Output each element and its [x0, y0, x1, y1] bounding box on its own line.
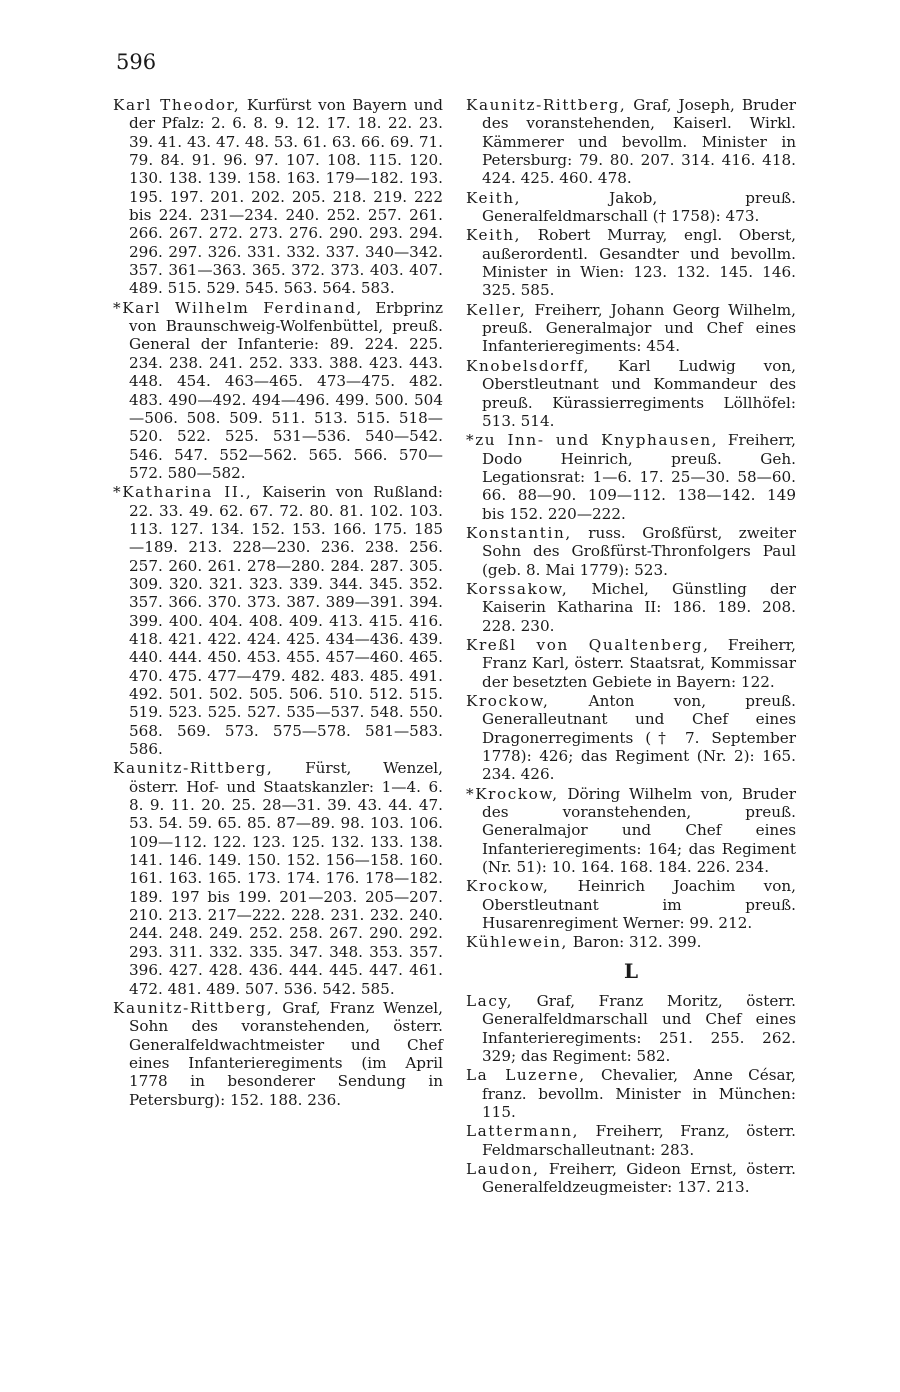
left-column	[113, 96, 443, 1110]
index-entry	[466, 1066, 796, 1121]
index-entry	[466, 636, 796, 691]
index-entry	[466, 524, 796, 579]
index-entry	[113, 759, 443, 997]
entry-text: Michel, Günstling der Kaiserin Katharina II: 186. 189. 208. 228. 230.	[482, 579, 796, 635]
entry-headword: *Krockow,	[466, 784, 559, 803]
entry-headword: Laudon,	[466, 1159, 540, 1178]
entry-text: Baron: 312. 399.	[567, 933, 702, 952]
entry-headword: Knobelsdorff,	[466, 356, 591, 375]
entry-text: Kurfürst von Bayern und der Pfalz: 2. 6. 8. 9. 12. 17. 18. 22. 23. 39. 41. 43. 47. 48. 53. 61. 63. 66. 69. 71. 79. 84. 91. 96. 97. 107. 108. 115. 120. 130. 138. 139. 158. 163. 179—182. 193. 195. 197. 201. 202. 205. 218. 219. 222 bis 224. 231—234. 240. 252. 257. 261. 266. 267. 272. 273. 276. 290. 293. 294. 296. 297. 326. 331. 332. 337. 340—342. 357. 361—363. 365. 372. 373. 403. 407. 489. 515. 529. 545. 563. 564. 583.	[129, 96, 443, 298]
entry-text: Fürst, Wenzel, österr. Hof- und Staatskanzler: 1—4. 6. 8. 9. 11. 20. 25. 28—31. 39. 43. 44. 47. 53. 54. 59. 65. 85. 87—89. 98. 103. 106. 109—112. 122. 123. 125. 132. 133. 138. 141. 146. 149. 150. 152. 156—158. 160. 161. 163. 165. 173. 174. 176. 178—182. 189. 197 bis 199. 201—203. 205—207. 210. 213. 217—222. 228. 231. 232. 240. 244. 248. 249. 252. 258. 267. 290. 292. 293. 311. 332. 335. 347. 348. 353. 357. 396. 427. 428. 436. 444. 445. 447. 461. 472. 481. 489. 507. 536. 542. 585.	[129, 759, 443, 998]
entry-headword: Keith,	[466, 226, 522, 245]
entry-text: Chevalier, Anne César, franz. bevollm. Minister in München: 115.	[482, 1066, 796, 1121]
index-entry	[466, 992, 796, 1065]
entry-text: Karl Ludwig von, Oberstleutnant und Kommandeur des preuß. Kürassierregiments Löllhöfel: 513. 514.	[482, 356, 796, 430]
entry-headword: Kühlewein,	[466, 933, 568, 952]
entry-headword: Krockow,	[466, 877, 550, 896]
index-entry	[113, 96, 443, 298]
right-column	[466, 96, 796, 1198]
entry-text: Freiherr, Franz, österr. Feldmarschalleutnant: 283.	[482, 1122, 796, 1159]
entry-text: Graf, Franz Wenzel, Sohn des voranstehenden, österr. Generalfeldwachtmeister und Chef eines Infanterieregiments (im April 1778 in besonderer Sendung in Petersburg): 152. 188. 236.	[129, 998, 443, 1109]
entry-headword: Keith,	[466, 188, 522, 207]
entry-text: Freiherr, Johann Georg Wilhelm, preuß. Generalmajor und Chef eines Infanterieregiments: 454.	[482, 300, 796, 356]
index-entry	[466, 692, 796, 784]
entry-text: Freiherr, Franz Karl, österr. Staatsrat, Kommissar der besetzten Gebiete in Bayern: 122.	[482, 635, 796, 691]
entry-text: Heinrich Joachim von, Oberstleutnant im preuß. Husarenregiment Werner: 99. 212.	[482, 877, 796, 933]
entry-headword: Keller,	[466, 300, 527, 319]
entry-text: Graf, Franz Moritz, österr. Generalfeldmarschall und Chef eines Infanterieregiments: 251. 255. 262. 329; das Regiment: 582.	[482, 991, 796, 1065]
index-entry	[466, 580, 796, 635]
entry-headword: La Luzerne,	[466, 1066, 586, 1085]
index-entry	[466, 431, 796, 523]
section-heading: L	[623, 958, 639, 983]
entry-headword: *Katharina II.,	[113, 483, 253, 502]
index-entry	[466, 96, 796, 188]
entry-headword: Kaunitz-Rittberg,	[113, 998, 274, 1017]
entry-headword: Lattermann,	[466, 1122, 580, 1141]
entry-headword: Konstantin,	[466, 523, 572, 542]
entry-headword: Lacy,	[466, 991, 514, 1010]
entry-headword: *Karl Wilhelm Ferdinand,	[113, 298, 363, 317]
entry-text: russ. Großfürst, zweiter Sohn des Großfürst-Thronfolgers Paul (geb. 8. Mai 1779): 523.	[482, 523, 796, 579]
index-entry	[466, 933, 796, 951]
entry-text: Freiherr, Gideon Ernst, österr. Generalfeldzeugmeister: 137. 213.	[482, 1159, 796, 1197]
index-entry	[466, 877, 796, 932]
entry-headword: *zu Inn- und Knyphausen,	[466, 431, 719, 450]
entry-text: Erbprinz von Braunschweig-Wolfenbüttel, preuß. General der Infanterie: 89. 224. 225. 234. 238. 241. 252. 333. 388. 423. 443. 448. 454. 463—465. 473—475. 482. 483. 490—492. 494—496. 499. 500. 504—506. 508. 509. 511. 513. 515. 518—520. 522. 525. 531—536. 540—542. 546. 547. 552—562. 565. 566. 570—572. 580—582.	[129, 298, 443, 482]
index-entry	[466, 189, 796, 226]
entry-text: Freiherr, Dodo Heinrich, preuß. Geh. Legationsrat: 1—6. 17. 25—30. 58—60. 66. 88—90. 109—112. 138—142. 149 bis 152. 220—222.	[482, 431, 796, 523]
entry-text: Döring Wilhelm von, Bruder des voranstehenden, preuß. Generalmajor und Chef eines Infanterieregiments: 164; das Regiment (Nr. 51): 10. 164. 168. 184. 226. 234.	[482, 784, 796, 877]
index-entry	[466, 1160, 796, 1197]
entry-text: Robert Murray, engl. Oberst, außerordentl. Gesandter und bevollm. Minister in Wien: 123. 132. 145. 146. 325. 585.	[482, 226, 796, 300]
index-entry	[113, 299, 443, 482]
entry-headword: Karl Theodor,	[113, 96, 241, 114]
entry-text: Kaiserin von Rußland: 22. 33. 49. 62. 67. 72. 80. 81. 102. 103. 113. 127. 134. 152. 153. 166. 175. 185—189. 213. 228—230. 236. 238. 256. 257. 260. 261. 278—280. 284. 287. 305. 309. 320. 321. 323. 339. 344. 345. 352. 357. 366. 370. 373. 387. 389—391. 394. 399. 400. 404. 408. 409. 413. 415. 416. 418. 421. 422. 424. 425. 434—436. 439. 440. 444. 450. 453. 455. 457—460. 465. 470. 475. 477—479. 482. 483. 485. 491. 492. 501. 502. 505. 506. 510. 512. 515. 519. 523. 525. 527. 535—537. 548. 550. 568. 569. 573. 575—578. 581—583. 586.	[129, 483, 443, 759]
index-entry	[113, 999, 443, 1109]
index-entry	[466, 1122, 796, 1159]
entry-headword: Kaunitz-Rittberg,	[113, 759, 274, 778]
index-entry	[466, 785, 796, 877]
index-entry	[466, 301, 796, 356]
entry-text: Jakob, preuß. Generalfeldmarschall († 1758): 473.	[482, 188, 796, 226]
entry-text: Anton von, preuß. Generalleutnant und Chef eines Dragonerregiments († 7. September 1778): 426; das Regiment (Nr. 2): 165. 234. 426.	[482, 692, 796, 784]
index-entry	[466, 357, 796, 430]
entry-headword: Krockow,	[466, 692, 550, 710]
page-number: 596	[116, 50, 157, 74]
entry-text: Graf, Joseph, Bruder des voranstehenden, Kaiserl. Wirkl. Kämmerer und bevollm. Minister in Petersburg: 79. 80. 207. 314. 416. 418. 424. 425. 460. 478.	[482, 96, 796, 188]
index-entry	[466, 226, 796, 299]
entry-headword: Korssakow,	[466, 579, 569, 598]
entry-headword: Kaunitz-Rittberg,	[466, 96, 627, 114]
index-entry	[113, 483, 443, 758]
entry-headword: Kreßl von Qualtenberg,	[466, 635, 710, 654]
